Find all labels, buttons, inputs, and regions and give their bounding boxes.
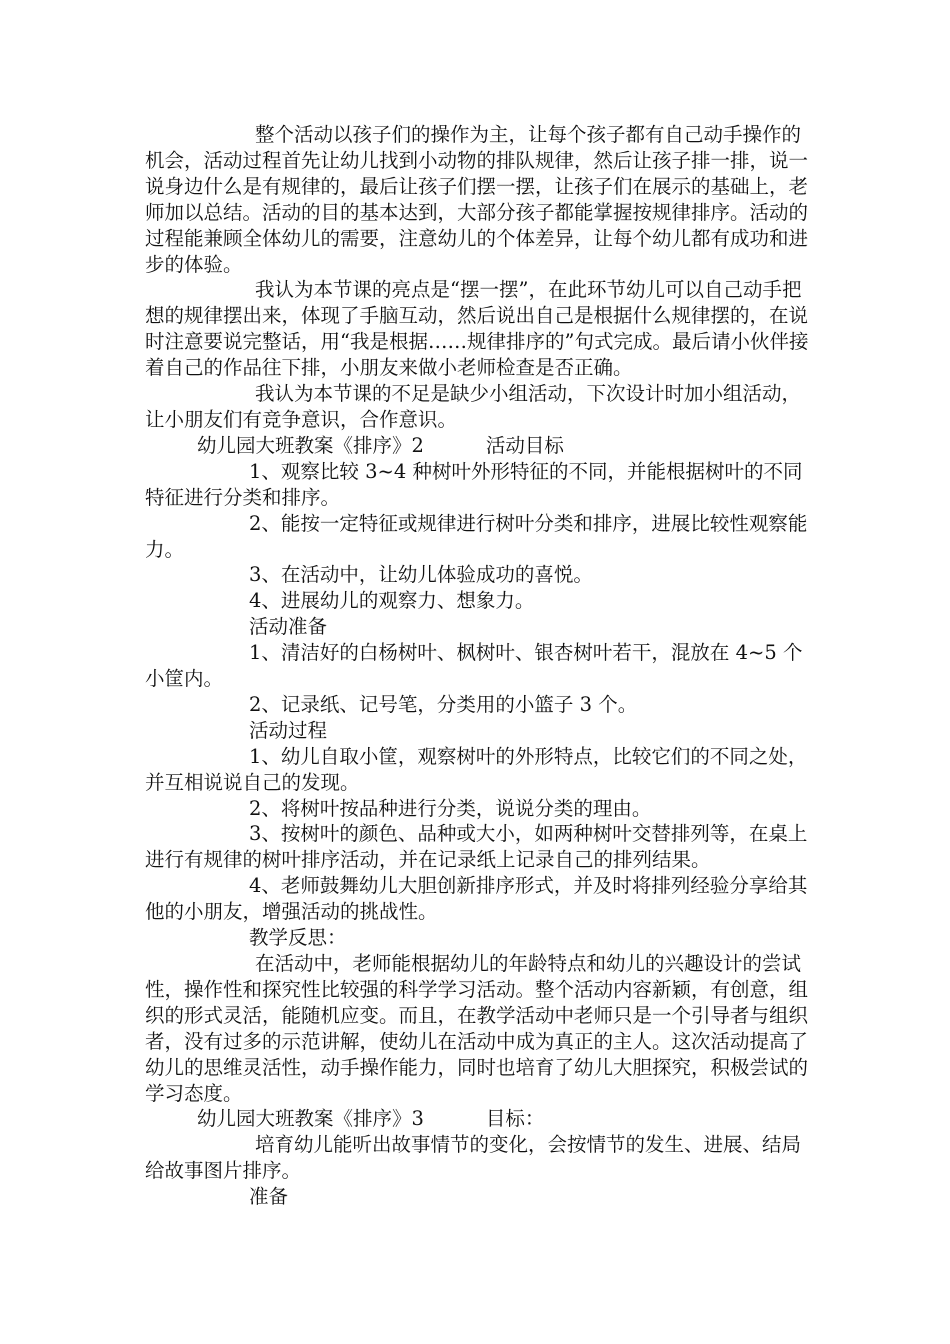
process-step: 1、幼儿自取小筐，观察树叶的外形特点，比较它们的不同之处，并互相说说自己的发现。 (145, 744, 808, 794)
lesson-2-heading (145, 433, 810, 459)
lesson-2-title: 幼儿园大班教案《排序》2 (197, 433, 424, 457)
process-step: 4、老师鼓舞幼儿大胆创新排序形式，并及时将排列经验分享给其他的小朋友，增强活动的挑战性。 (145, 874, 808, 924)
paragraph-shortcoming: 我认为本节课的不足是缺少小组活动，下次设计时加小组活动，让小朋友们有竞争意识，合作意识。 (145, 382, 802, 431)
lesson-3-prep-heading: 准备 (249, 1185, 289, 1209)
goal-item: 3、在活动中，让幼儿体验成功的喜悦。 (249, 563, 593, 587)
prep-item: 1、清洁好的白杨树叶、枫树叶、银杏树叶若干，混放在 4~5 个小筐内。 (145, 641, 803, 691)
process-heading: 活动过程 (249, 718, 328, 742)
lesson-3-goal: 培育幼儿能听出故事情节的变化，会按情节的发生、进展、结局给故事图片排序。 (145, 1133, 802, 1183)
prep-heading: 活动准备 (249, 615, 328, 639)
lesson-3-title: 幼儿园大班教案《排序》3 (197, 1107, 424, 1131)
lesson-3-goals-label: 目标： (485, 1107, 545, 1131)
goal-item: 4、进展幼儿的观察力、想象力。 (249, 589, 535, 613)
document-body (145, 122, 810, 1210)
reflection-paragraph: 在活动中，老师能根据幼儿的年龄特点和幼儿的兴趣设计的尝试性，操作性和探究性比较强的科学学习活动。整个活动内容新颖，有创意，组织的形式灵活，能随机应变。而且，在教学活动中老师只是一个引导者与组织者，没有过多的示范讲解，使幼儿在活动中成为真正的主人。这次活动提高了幼儿的思维灵活性，动手操作能力，同时也培育了幼儿大胆探究，积极尝试的学习态度。 (145, 952, 809, 1105)
process-step: 3、按树叶的颜色、品种或大小，如两种树叶交替排列等，在桌上进行有规律的树叶排序活动，并在记录纸上记录自己的排列结果。 (145, 822, 808, 872)
reflection-heading: 教学反思： (249, 926, 347, 950)
goal-item: 1、观察比较 3~4 种树叶外形特征的不同，并能根据树叶的不同特征进行分类和排序。 (145, 459, 803, 509)
paragraph-activity-summary: 整个活动以孩子们的操作为主，让每个孩子都有自己动手操作的机会，活动过程首先让幼儿找到小动物的排队规律，然后让孩子排一排，说一说身边什么是有规律的，最后让孩子们摆一摆，让孩子们在展示的基础上，老师加以总结。活动的目的基本达到，大部分孩子都能掌握按规律排序。活动的过程能兼顾全体幼儿的需要，注意幼儿的个体差异，让每个幼儿都有成功和进步的体验。 (145, 123, 809, 276)
lesson-2-goals-label: 活动目标 (485, 433, 564, 457)
goal-item: 2、能按一定特征或规律进行树叶分类和排序，进展比较性观察能力。 (145, 511, 808, 561)
paragraph-highlight: 我认为本节课的亮点是“摆一摆”，在此环节幼儿可以自己动手把想的规律摆出来，体现了手脑互动，然后说出自己是根据什么规律摆的，在说时注意要说完整话，用“我是根据……规律排序的”句式完成。最后请小伙伴接着自己的作品往下排，小朋友来做小老师检查是否正确。 (145, 278, 809, 380)
process-step: 2、将树叶按品种进行分类，说说分类的理由。 (249, 796, 652, 820)
prep-item: 2、记录纸、记号笔，分类用的小篮子 3 个。 (249, 692, 638, 716)
lesson-3-heading (145, 1106, 810, 1132)
